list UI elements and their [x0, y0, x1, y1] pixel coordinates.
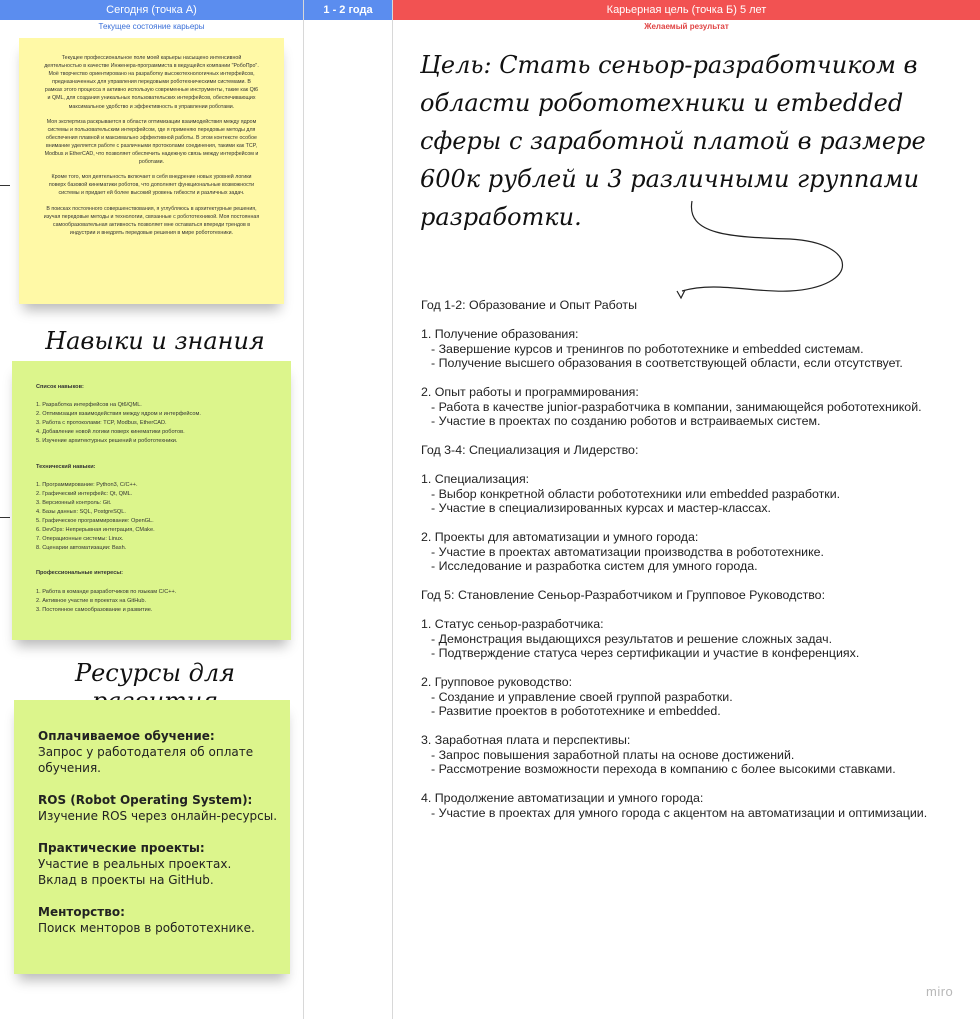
list-item: 4. Добавление новой логики поверх кинематики роботов. [36, 429, 185, 436]
sticky-note-resources[interactable] [14, 700, 290, 974]
miro-watermark: miro [926, 984, 954, 999]
plan-line: - Создание и управление своей группой разработки. [431, 689, 733, 704]
skills-heading[interactable]: Навыки и знания [45, 327, 265, 355]
resource-text: Поиск менторов в робототехнике. [38, 921, 255, 935]
list-item: 8. Сценарии автоматизации: Bash. [36, 545, 127, 552]
plan-spacer [421, 429, 976, 444]
note-paragraph: Текущее профессиональное поле моей карьеры насыщено интенсивной деятельностью в качестве Инженера-программиста в ведущейся компании "РобоПро". Моё творчество ориентировано на разработку высокотехнологичных интерфейсов, предназначенных для управления передовыми роботехническими системами. В рамках этого процесса я активно использую современные инструменты, такие как Qt6 и QML, для создания уникальных пользовательских интерфейсов, обеспечивающих максимальное удобство и эффективность в управлении роботами. [44, 55, 259, 110]
resource-item [38, 904, 280, 936]
plan-line: - Развитие проектов в робототехнике и embedded. [431, 704, 721, 718]
column-divider [392, 0, 393, 1019]
plan-line: 2. Опыт работы и программирования: [421, 385, 639, 399]
skills-group [36, 383, 291, 447]
list-item: 1. Разработка интерфейсов на Qt6/QML. [36, 402, 142, 409]
plan-line: Год 1-2: Образование и Опыт Работы [421, 298, 637, 312]
plan-line: - Выбор конкретной области робототехники или embedded разработки. [431, 486, 841, 501]
plan-line: 1. Специализация: [421, 472, 530, 486]
resource-text: Участие в реальных проектах. [38, 857, 232, 871]
column-header-career-goal[interactable]: Карьерная цель (точка Б) 5 лет [393, 0, 980, 20]
connector-mark [0, 517, 10, 518]
plan-line: 3. Заработная плата и перспективы: [421, 733, 631, 747]
plan-line: - Участие в специализированных курсах и мастер-классах. [431, 501, 771, 515]
column-header-today[interactable]: Сегодня (точка А) [0, 0, 303, 20]
resource-item [38, 728, 280, 776]
list-item: 2. Графический интерфейс: Qt, QML. [36, 490, 133, 497]
resource-title: Практические проекты: [38, 841, 205, 855]
note-paragraph: В поисках постоянного совершенствования, я углубляюсь в архитектурные решения, изучая передовые методы и технологии, связанные с робототехникой. Моя постоянная самообразовательная активность позволяет мне оставаться впереди трендов в индустрии и внедрять передовые решения в мире робототехники. [43, 205, 260, 236]
plan-spacer [421, 603, 976, 618]
sticky-note-current-state[interactable] [19, 38, 284, 304]
list-item: 2. Оптимизация взаимодействия между ядром и интерфейсом. [36, 411, 201, 418]
plan-spacer [421, 516, 976, 531]
resource-text: Вклад в проекты на GitHub. [38, 873, 214, 887]
resources-heading[interactable]: Ресурсы для [74, 659, 236, 687]
skills-group-title: Список навыков: [36, 384, 84, 390]
plan-line: - Участие в проектах для умного города с акцентом на автоматизации и оптимизации. [431, 805, 928, 820]
list-item: 5. Изучение архитектурных решений и робототехники. [36, 438, 178, 445]
list-item: 3. Версионный контроль: Git. [36, 499, 112, 506]
curved-arrow-icon[interactable] [660, 195, 860, 305]
list-item: 3. Постоянное самообразование и развитие. [36, 606, 153, 613]
column-header-1-2-years[interactable]: 1 - 2 года [304, 0, 392, 20]
plan-line: - Завершение курсов и тренингов по робототехнике и embedded системам. [431, 341, 864, 356]
note-paragraph: Кроме того, моя деятельность включает в себя внедрение новых уровней логики поверх базовой кинематики роботов, что дополняет функциональные возможности системы и придает ей более высокий уровень гибкости и различных задач. [48, 174, 255, 197]
resource-title: Оплачиваемое обучение: [38, 729, 215, 743]
resource-text: Изучение ROS через онлайн-ресурсы. [38, 809, 278, 823]
plan-spacer [421, 313, 976, 328]
list-item: 4. Базы данных: SQL, PostgreSQL. [36, 508, 126, 515]
list-item: 1. Работа в команде разработчиков по языкам C/C++. [36, 588, 177, 595]
resource-item [38, 840, 280, 888]
plan-spacer [421, 458, 976, 473]
plan-line: 2. Проекты для автоматизации и умного города: [421, 530, 699, 544]
plan-spacer [421, 719, 976, 734]
resource-item [38, 792, 280, 824]
column-subtitle-desired: Желаемый результат [644, 22, 729, 31]
note-paragraph: Моя экспертиза раскрывается в области оптимизации взаимодействия между ядром системы и пользовательским интерфейсом, где я применяю передовые методы для обеспечения плавной и максимально эффективной работы. В этом контексте особое внимание уделяется работе с различными протоколами соединения, такими как TCP, Modbus и EtherCAD, что позволяет обеспечить надежную связь между интерфейсом и роботами. [44, 118, 259, 166]
sticky-note-skills[interactable] [12, 361, 291, 640]
column-divider [303, 0, 304, 1019]
list-item: 6. DevOps: Непрерывная интеграция, CMake. [36, 527, 155, 534]
plan-spacer [421, 661, 976, 676]
list-item: 7. Операционные системы: Linux. [36, 536, 124, 543]
career-goal-text[interactable]: Цель: Стать сеньор-разработчиком в области робототехники и embedded сферы с заработной платой в размере 600к рублей и 3 различными группами разработки. [420, 51, 926, 231]
column-subtitle-current: Текущее состояние карьеры [98, 22, 205, 31]
list-item: 5. Графическое программирование: OpenGL. [36, 518, 154, 525]
plan-line: - Запрос повышения заработной платы на основе достижений. [431, 747, 795, 762]
plan-line: - Демонстрация выдающихся результатов и решение сложных задач. [431, 631, 833, 646]
plan-line: 4. Продолжение автоматизации и умного города: [421, 791, 704, 805]
resource-title: Менторство: [38, 905, 125, 919]
plan-line: - Подтверждение статуса через сертификации и участие в конференциях. [431, 646, 860, 660]
plan-line: - Работа в качестве junior-разработчика в компании, занимающейся робототехникой. [431, 399, 922, 414]
plan-spacer [421, 371, 976, 386]
career-plan-text[interactable] [421, 298, 976, 820]
skills-group-title: Профессиональные интересы: [36, 570, 123, 577]
skills-group [36, 463, 291, 554]
plan-line: - Участие в проектах автоматизации производства в робототехнике. [431, 544, 824, 559]
plan-line: 2. Групповое руководство: [421, 675, 573, 689]
plan-line: - Исследование и разработка систем для умного города. [431, 559, 758, 573]
list-item: 2. Активное участие в проектах на GitHub. [36, 597, 147, 604]
list-item: 1. Программирование: Python3, C/C++. [36, 481, 138, 488]
skills-group [36, 569, 291, 614]
plan-spacer [421, 777, 976, 792]
skills-group-title: Технический навыки: [36, 463, 96, 470]
resource-title: ROS (Robot Operating System): [38, 793, 253, 807]
plan-spacer [421, 574, 976, 589]
plan-line: - Участие в проектах по созданию роботов и встраиваемых систем. [431, 414, 821, 428]
plan-line: Год 3-4: Специализация и Лидерство: [421, 443, 639, 457]
plan-line: 1. Получение образования: [421, 327, 579, 341]
plan-line: Год 5: Становление Сеньор-Разработчиком и Групповое Руководство: [421, 588, 826, 602]
resource-text: Запрос у работодателя об оплате обучения. [38, 745, 254, 775]
plan-line: - Рассмотрение возможности перехода в компанию с более высокими ставками. [431, 762, 896, 776]
connector-mark [0, 185, 10, 186]
plan-line: - Получение высшего образования в соответствующей области, если отсутствует. [431, 356, 903, 370]
list-item: 3. Работа с протоколами: TCP, Modbus, EtherCAD. [36, 420, 167, 427]
plan-line: 1. Статус сеньор-разработчика: [421, 617, 604, 631]
